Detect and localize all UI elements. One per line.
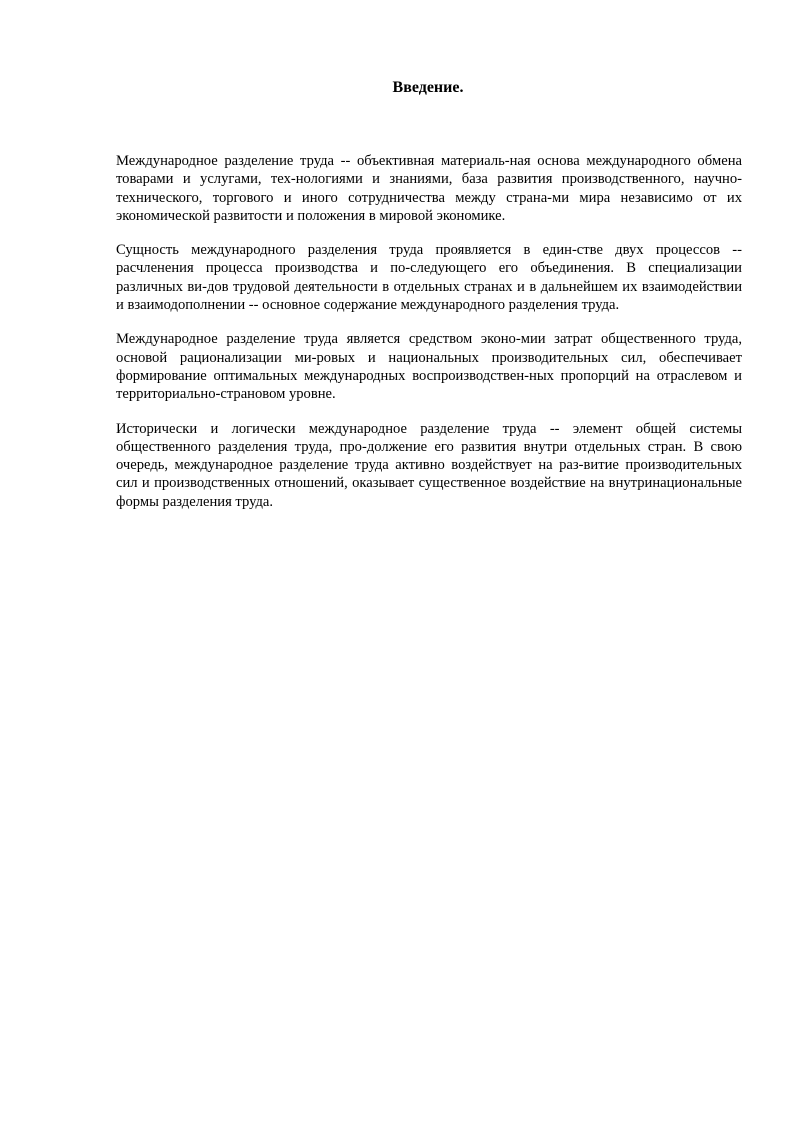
document-body — [116, 152, 742, 527]
paragraph-3: Международное разделение труда является средством эконо-мии затрат общественного труда, основой рационализации ми-ровых и национальных производительных сил, обеспечивает формирование оптимальных международных воспроизводствен-ных пропорций на отраслевом и территориально-страновом уровне. — [116, 331, 742, 403]
paragraph-1: Международное разделение труда -- объективная материаль-ная основа международного обмена товарами и услугами, тех-нологиями и знаниями, база развития производственного, научно-технического, торгового и иного сотрудничества между страна-ми мира независимо от их экономической развитости и положения в мировой экономике. — [116, 153, 742, 224]
paragraph-2: Сущность международного разделения труда проявляется в един-стве двух процессов -- расчленения процесса производства и по-следующего его объединения. В специализации различных ви-дов трудовой деятельности в отдельных странах и в дальнейшем их взаимодействии и взаимодополнении -- основное содержание международного разделения труда. — [116, 242, 742, 314]
paragraph-4: Исторически и логически международное разделение труда -- элемент общей системы общественного разделения труда, про-должение его развития внутри отдельных стран. В свою очередь, международное разделение труда активно воздействует на раз-витие производительных сил и производственных отношений, оказывает существенное воздействие на внутринациональные формы разделения труда. — [116, 420, 742, 510]
page-title: Введение. — [392, 79, 464, 96]
